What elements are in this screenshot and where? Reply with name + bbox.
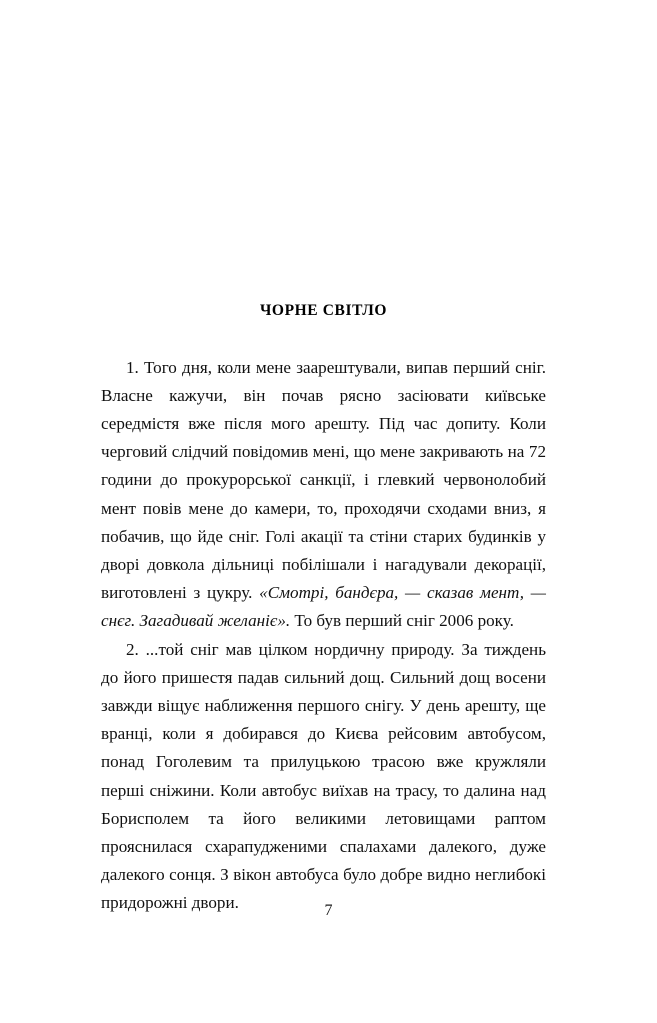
page-number: 7 bbox=[324, 902, 333, 919]
paragraph-2-part-1: 2. ...той сніг мав цілком нордичну природу. За тиждень до його пришестя падав сильний дощ. Сильний дощ восени завжди віщує наближення першого снігу. У день арешту, ще вранці, коли я добирався до Києва рейсовим автобусом, понад Гоголевим та прилуцькою трасою вже кружляли перші сніжини. Коли автобус виїхав на трасу, то далина над Борисполем та його великими летовищами раптом прояснилася схарапудженими спалахами далекого, дуже далекого сонця. З вікон автобуса було добре видно неглибокі придорожні двори. bbox=[101, 639, 546, 913]
paragraph-1-quote: «Смотрі, бандєра, — сказав мент, — снєг. Загадивай желаніє». bbox=[101, 583, 547, 631]
paragraph-1-part-1: 1. Того дня, коли мене заарештували, випав перший сніг. Власне кажучи, він почав рясно засіювати київське середмістя вже після мого арешту. Під час допиту. Коли черговий слідчий повідомив мені, що мене закривають на 72 години до прокурорської санкції, і глевкий червонолобий мент повів мене до камери, то, проходячи сходами вниз, я побачив, що йде сніг. Голі акації та стіни старих будинків у дворі довкола дільниці побілішали і нагадували декорації, виготовлені з цукру. bbox=[101, 357, 546, 603]
paragraph-1 bbox=[101, 354, 546, 636]
chapter-title: ЧОРНЕ СВІТЛО bbox=[259, 302, 388, 319]
paragraph-1-part-3: То був перший сніг 2006 року. bbox=[290, 611, 514, 631]
paragraph-2 bbox=[101, 636, 546, 918]
page-text-block bbox=[101, 302, 546, 918]
